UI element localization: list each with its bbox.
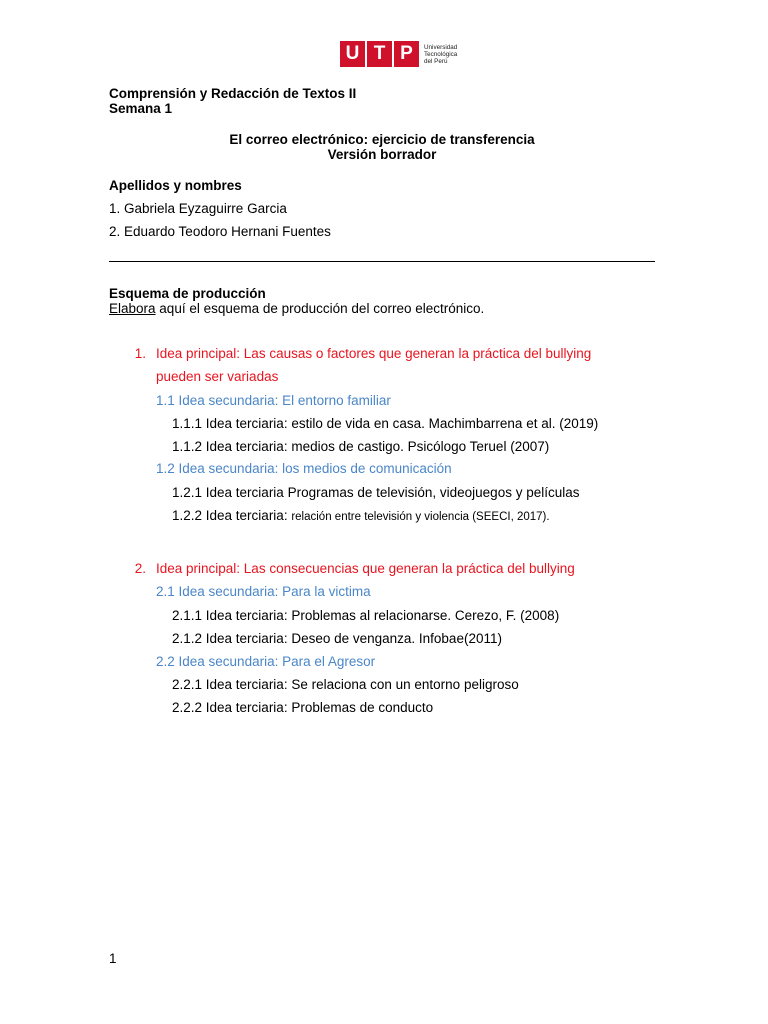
idea-1-principal-line-2: pueden ser variadas	[156, 369, 279, 384]
logo-letter-p: P	[394, 41, 419, 67]
logo-letters	[340, 41, 419, 67]
logo-university-name	[424, 44, 457, 65]
idea-2-2-1-tertiary: 2.2.1 Idea terciaria: Se relaciona con un entorno peligroso	[172, 677, 519, 692]
instruction-rest: aquí el esquema de producción del correo electrónico.	[155, 301, 485, 316]
logo-letter-t: T	[367, 41, 392, 67]
idea-1-1-2-tertiary: 1.1.2 Idea terciaria: medios de castigo. Psicólogo Teruel (2007)	[172, 439, 550, 454]
instruction-verb: Elabora	[109, 301, 156, 316]
idea-1-2-2-detail: relación entre televisión y violencia (SEECI, 2017).	[291, 511, 550, 523]
author-1: 1. Gabriela Eyzaguirre Garcia	[109, 201, 287, 216]
idea-1-2-2-label: 1.2.2 Idea terciaria:	[172, 508, 292, 523]
idea-2-principal: Idea principal: Las consecuencias que generan la práctica del bullying	[156, 561, 575, 576]
idea-1-1-secondary: 1.1 Idea secundaria: El entorno familiar	[156, 393, 391, 408]
idea-2-1-1-tertiary: 2.1.1 Idea terciaria: Problemas al relacionarse. Cerezo, F. (2008)	[172, 608, 560, 623]
idea-1-1-1-tertiary: 1.1.1 Idea terciaria: estilo de vida en casa. Machimbarrena et al. (2019)	[172, 416, 599, 431]
schema-instruction	[109, 301, 484, 316]
logo-line-3: del Perú	[424, 57, 448, 65]
idea-1-2-1-tertiary: 1.2.1 Idea terciaria Programas de televisión, videojuegos y películas	[172, 485, 580, 500]
page-number: 1	[109, 951, 117, 966]
authors-heading: Apellidos y nombres	[109, 178, 242, 193]
idea-2-2-2-tertiary: 2.2.2 Idea terciaria: Problemas de conducto	[172, 700, 434, 715]
idea-1-principal-line-1: Idea principal: Las causas o factores que generan la práctica del bullying	[156, 346, 592, 361]
idea-2-2-secondary: 2.2 Idea secundaria: Para el Agresor	[156, 654, 376, 669]
idea-2-number: 2.	[134, 561, 146, 576]
author-2: 2. Eduardo Teodoro Hernani Fuentes	[109, 224, 331, 239]
course-name: Comprensión y Redacción de Textos II	[109, 86, 357, 101]
logo-line-2: Tecnológica	[424, 50, 458, 58]
document-title: El correo electrónico: ejercicio de transferencia	[229, 132, 535, 147]
utp-logo	[340, 41, 457, 67]
document-version: Versión borrador	[327, 147, 437, 162]
logo-line-1: Universidad	[424, 43, 458, 51]
separator-line	[109, 261, 655, 262]
idea-1-2-2-tertiary	[172, 508, 550, 523]
week-label: Semana 1	[109, 101, 173, 116]
idea-1-2-secondary: 1.2 Idea secundaria: los medios de comunicación	[156, 461, 452, 476]
idea-2-1-secondary: 2.1 Idea secundaria: Para la victima	[156, 584, 371, 599]
idea-1-number: 1.	[134, 346, 146, 361]
idea-2-1-2-tertiary: 2.1.2 Idea terciaria: Deseo de venganza. Infobae(2011)	[172, 631, 502, 646]
schema-heading: Esquema de producción	[109, 286, 266, 301]
logo-letter-u: U	[340, 41, 365, 67]
